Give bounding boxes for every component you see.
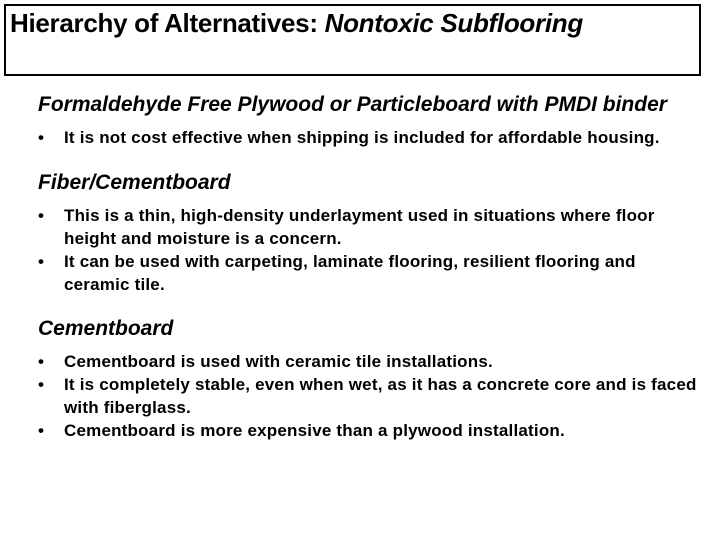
- bullet-dot-icon: •: [38, 252, 45, 271]
- title-topic: Nontoxic Subflooring: [324, 8, 583, 38]
- bullet-text: It is not cost effective when shipping is included for affordable housing.: [64, 128, 660, 147]
- title-main: Hierarchy of Alternatives:: [10, 8, 325, 38]
- bullet-text: It is completely stable, even when wet, as it has a concrete core and is faced with fiberglass.: [64, 375, 697, 417]
- section-cementboard: [38, 316, 700, 442]
- section-heading: Fiber/Cementboard: [38, 171, 231, 194]
- slide-title: [10, 6, 699, 40]
- bullet-text: It can be used with carpeting, laminate flooring, resilient flooring and ceramic tile.: [64, 252, 636, 294]
- bullet-dot-icon: •: [38, 421, 45, 440]
- bullet-list: [38, 350, 700, 442]
- bullet-text: Cementboard is used with ceramic tile installations.: [64, 352, 493, 371]
- bullet-item: [38, 373, 700, 419]
- section-heading: Cementboard: [38, 317, 174, 340]
- bullet-item: [38, 126, 700, 149]
- bullet-item: [38, 419, 700, 442]
- bullet-list: [38, 126, 700, 149]
- section-formaldehyde-free-plywood: [38, 92, 700, 149]
- bullet-item: [38, 204, 700, 250]
- bullet-item: [38, 250, 700, 296]
- bullet-dot-icon: •: [38, 352, 45, 371]
- bullet-text: Cementboard is more expensive than a plywood installation.: [64, 421, 565, 440]
- slide-body: [38, 92, 700, 442]
- bullet-item: [38, 350, 700, 373]
- bullet-dot-icon: •: [38, 128, 45, 147]
- bullet-dot-icon: •: [38, 206, 45, 225]
- bullet-dot-icon: •: [38, 375, 45, 394]
- bullet-list: [38, 204, 700, 296]
- bullet-text: This is a thin, high-density underlayment used in situations where floor height and moisture is a concern.: [64, 206, 655, 248]
- slide-title-box: [4, 4, 701, 76]
- section-fiber-cementboard: [38, 170, 700, 296]
- section-heading: Formaldehyde Free Plywood or Particleboard with PMDI binder: [38, 93, 667, 116]
